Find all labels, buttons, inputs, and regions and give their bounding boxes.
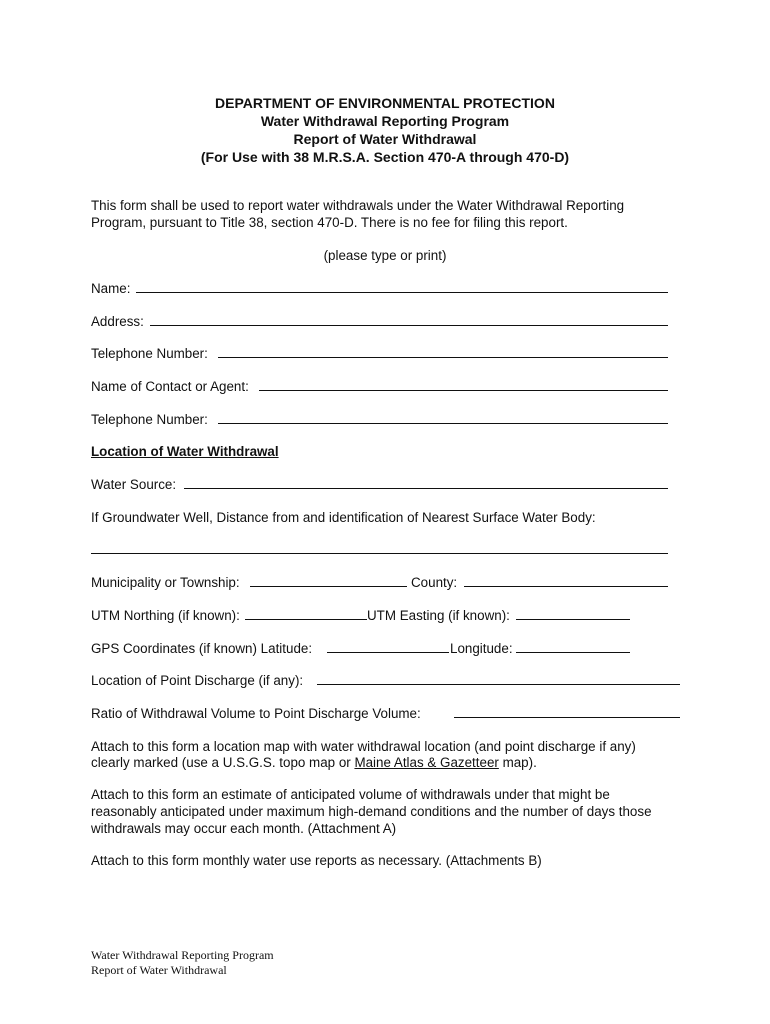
name-field[interactable]	[136, 292, 668, 293]
latitude-field[interactable]	[327, 652, 449, 653]
telephone-field[interactable]	[218, 357, 668, 358]
report-title: Report of Water Withdrawal	[293, 131, 477, 147]
county-field[interactable]	[464, 586, 668, 587]
county-label: County:	[411, 575, 458, 590]
municipality-label: Municipality or Township:	[91, 575, 240, 590]
program-title: Water Withdrawal Reporting Program	[260, 113, 510, 129]
name-label: Name:	[91, 281, 131, 296]
utm-northing-label: UTM Northing (if known):	[91, 608, 240, 623]
telephone-label: Telephone Number:	[91, 346, 208, 361]
attach-map-text-pre: clearly marked (use a U.S.G.S. topo map or	[91, 755, 355, 770]
attach-monthly-reports: Attach to this form monthly water use reports as necessary. (Attachments B)	[91, 853, 542, 868]
longitude-field[interactable]	[516, 652, 630, 653]
location-section-heading: Location of Water Withdrawal	[91, 444, 279, 459]
contact-telephone-field[interactable]	[218, 423, 668, 424]
address-field[interactable]	[150, 325, 668, 326]
attach-estimate-line-2: reasonably anticipated under maximum high-demand conditions and the number of days those	[91, 804, 652, 819]
address-label: Address:	[91, 314, 144, 329]
intro-line-1: This form shall be used to report water withdrawals under the Water Withdrawal Reporting	[91, 198, 625, 213]
contact-label: Name of Contact or Agent:	[91, 379, 249, 394]
water-source-field[interactable]	[184, 488, 668, 489]
gps-latitude-label: GPS Coordinates (if known) Latitude:	[91, 641, 313, 656]
contact-telephone-label: Telephone Number:	[91, 412, 208, 427]
attach-map-line-2	[91, 754, 537, 771]
ratio-field[interactable]	[454, 717, 680, 718]
type-or-print-note: (please type or print)	[323, 248, 447, 263]
municipality-field[interactable]	[250, 586, 407, 587]
footer-line-1: Water Withdrawal Reporting Program	[91, 948, 274, 962]
contact-field[interactable]	[259, 390, 668, 391]
longitude-label: Longitude:	[450, 641, 513, 656]
footer-line-2: Report of Water Withdrawal	[91, 963, 227, 977]
water-source-label: Water Source:	[91, 477, 177, 492]
attach-map-text-post: map).	[498, 755, 537, 770]
utm-easting-field[interactable]	[516, 619, 630, 620]
statute-reference: (For Use with 38 M.R.S.A. Section 470-A through 470-D)	[200, 149, 570, 165]
department-title: DEPARTMENT OF ENVIRONMENTAL PROTECTION	[215, 95, 555, 111]
attach-estimate-line-3: withdrawals may occur each month. (Attachment A)	[91, 821, 397, 836]
utm-easting-label: UTM Easting (if known):	[367, 608, 510, 623]
utm-northing-field[interactable]	[245, 619, 367, 620]
intro-line-2: Program, pursuant to Title 38, section 470-D. There is no fee for filing this report.	[91, 215, 568, 230]
ratio-label: Ratio of Withdrawal Volume to Point Discharge Volume:	[91, 706, 421, 721]
maine-atlas-reference: Maine Atlas & Gazetteer	[354, 755, 499, 770]
groundwater-label: If Groundwater Well, Distance from and identification of Nearest Surface Water Body:	[91, 510, 596, 525]
point-discharge-label: Location of Point Discharge (if any):	[91, 673, 304, 688]
attach-map-line-1: Attach to this form a location map with water withdrawal location (and point discharge if any)	[91, 739, 636, 754]
attach-estimate-line-1: Attach to this form an estimate of anticipated volume of withdrawals under that might be	[91, 787, 610, 802]
groundwater-field[interactable]	[91, 553, 668, 554]
point-discharge-field[interactable]	[317, 684, 680, 685]
